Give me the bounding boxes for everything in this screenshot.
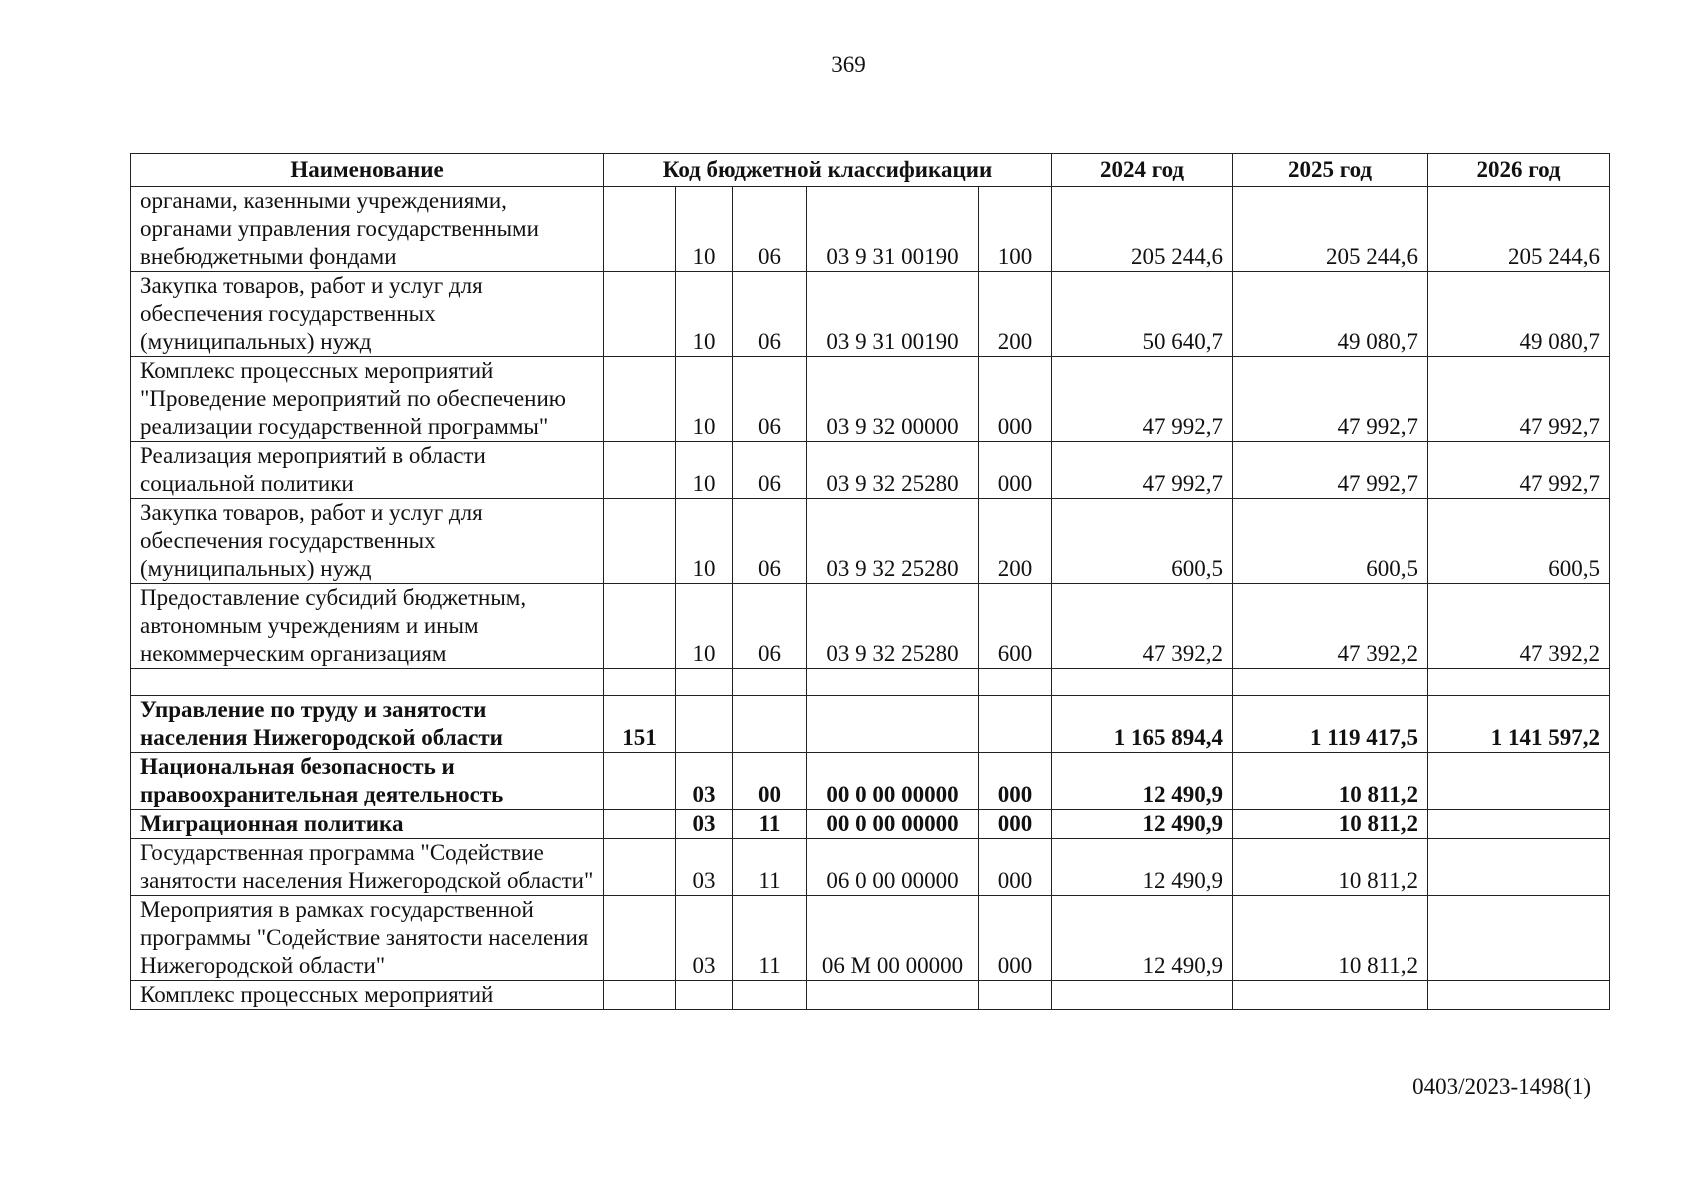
table-header-row xyxy=(131,154,1610,187)
cell-subsection: 06 xyxy=(733,442,807,499)
table-row xyxy=(131,499,1610,584)
cell-expense-type: 100 xyxy=(979,187,1052,272)
cell-subsection xyxy=(733,981,807,1010)
cell-section: 10 xyxy=(676,442,733,499)
cell-2024: 50 640,7 xyxy=(1052,272,1233,357)
cell-target-article: 03 9 32 25280 xyxy=(807,442,979,499)
table-row xyxy=(131,981,1610,1010)
cell-ved xyxy=(604,669,676,696)
cell-section xyxy=(676,696,733,753)
cell-name: органами, казенными учреждениями, органами управления государственными внебюджетными фондами xyxy=(131,187,604,272)
cell-section xyxy=(676,669,733,696)
cell-ved xyxy=(604,896,676,981)
cell-2025: 205 244,6 xyxy=(1233,187,1428,272)
cell-target-article: 00 0 00 00000 xyxy=(807,753,979,810)
cell-2024: 205 244,6 xyxy=(1052,187,1233,272)
cell-expense-type: 000 xyxy=(979,810,1052,839)
table-row xyxy=(131,839,1610,896)
cell-subsection: 11 xyxy=(733,839,807,896)
cell-ved xyxy=(604,753,676,810)
cell-name: Комплекс процессных мероприятий xyxy=(131,981,604,1010)
cell-name: Предоставление субсидий бюджетным, автономным учреждениям и иным некоммерческим организациям xyxy=(131,584,604,669)
cell-2025: 47 992,7 xyxy=(1233,357,1428,442)
cell-2025: 1 119 417,5 xyxy=(1233,696,1428,753)
cell-section: 10 xyxy=(676,187,733,272)
cell-section: 03 xyxy=(676,896,733,981)
cell-section: 10 xyxy=(676,584,733,669)
cell-name: Управление по труду и занятости населения Нижегородской области xyxy=(131,696,604,753)
cell-target-article xyxy=(807,669,979,696)
cell-target-article xyxy=(807,981,979,1010)
cell-2024: 12 490,9 xyxy=(1052,896,1233,981)
cell-ved: 151 xyxy=(604,696,676,753)
cell-2025: 47 392,2 xyxy=(1233,584,1428,669)
cell-ved xyxy=(604,499,676,584)
cell-section: 03 xyxy=(676,753,733,810)
cell-2024 xyxy=(1052,669,1233,696)
cell-name: Миграционная политика xyxy=(131,810,604,839)
header-2025: 2025 год xyxy=(1233,154,1428,187)
cell-2026 xyxy=(1428,669,1610,696)
cell-subsection: 06 xyxy=(733,272,807,357)
table-row xyxy=(131,696,1610,753)
cell-ved xyxy=(604,981,676,1010)
cell-name: Государственная программа "Содействие занятости населения Нижегородской области" xyxy=(131,839,604,896)
cell-target-article xyxy=(807,696,979,753)
cell-2026: 47 392,2 xyxy=(1428,584,1610,669)
cell-2024: 12 490,9 xyxy=(1052,839,1233,896)
cell-subsection xyxy=(733,669,807,696)
cell-expense-type: 200 xyxy=(979,499,1052,584)
cell-2024: 47 992,7 xyxy=(1052,357,1233,442)
table-row xyxy=(131,584,1610,669)
cell-2025: 10 811,2 xyxy=(1233,896,1428,981)
cell-2026: 49 080,7 xyxy=(1428,272,1610,357)
table-row xyxy=(131,896,1610,981)
cell-2026 xyxy=(1428,981,1610,1010)
cell-2026 xyxy=(1428,896,1610,981)
cell-expense-type xyxy=(979,981,1052,1010)
page-number: 369 xyxy=(831,52,866,77)
header-code: Код бюджетной классификации xyxy=(604,154,1052,187)
cell-2024: 1 165 894,4 xyxy=(1052,696,1233,753)
cell-target-article: 03 9 31 00190 xyxy=(807,187,979,272)
cell-2024: 12 490,9 xyxy=(1052,810,1233,839)
cell-ved xyxy=(604,442,676,499)
cell-2025: 49 080,7 xyxy=(1233,272,1428,357)
cell-section xyxy=(676,981,733,1010)
cell-expense-type: 000 xyxy=(979,753,1052,810)
cell-expense-type: 000 xyxy=(979,357,1052,442)
cell-section: 03 xyxy=(676,839,733,896)
cell-2026: 47 992,7 xyxy=(1428,357,1610,442)
cell-2026 xyxy=(1428,753,1610,810)
cell-2024: 47 992,7 xyxy=(1052,442,1233,499)
cell-2026: 47 992,7 xyxy=(1428,442,1610,499)
cell-2026: 1 141 597,2 xyxy=(1428,696,1610,753)
header-2024: 2024 год xyxy=(1052,154,1233,187)
cell-section: 10 xyxy=(676,357,733,442)
cell-2025: 600,5 xyxy=(1233,499,1428,584)
table-row xyxy=(131,272,1610,357)
cell-subsection: 11 xyxy=(733,810,807,839)
cell-2026 xyxy=(1428,810,1610,839)
cell-ved xyxy=(604,187,676,272)
table-body xyxy=(131,187,1610,1010)
cell-name: Комплекс процессных мероприятий "Проведение мероприятий по обеспечению реализации государственной программы" xyxy=(131,357,604,442)
table-row xyxy=(131,753,1610,810)
cell-subsection: 11 xyxy=(733,896,807,981)
cell-2024 xyxy=(1052,981,1233,1010)
cell-name xyxy=(131,669,604,696)
cell-subsection: 06 xyxy=(733,499,807,584)
header-name: Наименование xyxy=(131,154,604,187)
cell-name: Закупка товаров, работ и услуг для обеспечения государственных (муниципальных) нужд xyxy=(131,272,604,357)
cell-name: Закупка товаров, работ и услуг для обеспечения государственных (муниципальных) нужд xyxy=(131,499,604,584)
cell-2026 xyxy=(1428,839,1610,896)
cell-subsection: 06 xyxy=(733,357,807,442)
cell-name: Мероприятия в рамках государственной программы "Содействие занятости населения Нижегородской области" xyxy=(131,896,604,981)
cell-2024: 600,5 xyxy=(1052,499,1233,584)
cell-name: Национальная безопасность и правоохранительная деятельность xyxy=(131,753,604,810)
cell-2025 xyxy=(1233,669,1428,696)
cell-expense-type: 000 xyxy=(979,442,1052,499)
cell-target-article: 06 М 00 00000 xyxy=(807,896,979,981)
cell-2024: 12 490,9 xyxy=(1052,753,1233,810)
cell-expense-type: 600 xyxy=(979,584,1052,669)
cell-2024: 47 392,2 xyxy=(1052,584,1233,669)
cell-ved xyxy=(604,272,676,357)
cell-2025: 47 992,7 xyxy=(1233,442,1428,499)
cell-2025 xyxy=(1233,981,1428,1010)
cell-expense-type: 000 xyxy=(979,839,1052,896)
cell-name: Реализация мероприятий в области социальной политики xyxy=(131,442,604,499)
table-row xyxy=(131,810,1610,839)
cell-section: 03 xyxy=(676,810,733,839)
cell-ved xyxy=(604,357,676,442)
cell-target-article: 03 9 32 25280 xyxy=(807,584,979,669)
cell-expense-type xyxy=(979,696,1052,753)
cell-subsection xyxy=(733,696,807,753)
cell-2025: 10 811,2 xyxy=(1233,810,1428,839)
cell-expense-type xyxy=(979,669,1052,696)
table-row xyxy=(131,357,1610,442)
cell-subsection: 00 xyxy=(733,753,807,810)
cell-ved xyxy=(604,584,676,669)
cell-subsection: 06 xyxy=(733,584,807,669)
document-code: 0403/2023-1498(1) xyxy=(1412,1074,1591,1099)
cell-section: 10 xyxy=(676,272,733,357)
budget-table xyxy=(130,153,1610,1010)
cell-ved xyxy=(604,810,676,839)
cell-target-article: 03 9 32 00000 xyxy=(807,357,979,442)
table-row xyxy=(131,187,1610,272)
cell-ved xyxy=(604,839,676,896)
cell-expense-type: 200 xyxy=(979,272,1052,357)
table-row xyxy=(131,442,1610,499)
cell-target-article: 00 0 00 00000 xyxy=(807,810,979,839)
cell-subsection: 06 xyxy=(733,187,807,272)
cell-2025: 10 811,2 xyxy=(1233,839,1428,896)
cell-2026: 600,5 xyxy=(1428,499,1610,584)
cell-target-article: 03 9 31 00190 xyxy=(807,272,979,357)
cell-2025: 10 811,2 xyxy=(1233,753,1428,810)
cell-expense-type: 000 xyxy=(979,896,1052,981)
cell-2026: 205 244,6 xyxy=(1428,187,1610,272)
header-2026: 2026 год xyxy=(1428,154,1610,187)
cell-target-article: 06 0 00 00000 xyxy=(807,839,979,896)
table-row xyxy=(131,669,1610,696)
cell-section: 10 xyxy=(676,499,733,584)
cell-target-article: 03 9 32 25280 xyxy=(807,499,979,584)
